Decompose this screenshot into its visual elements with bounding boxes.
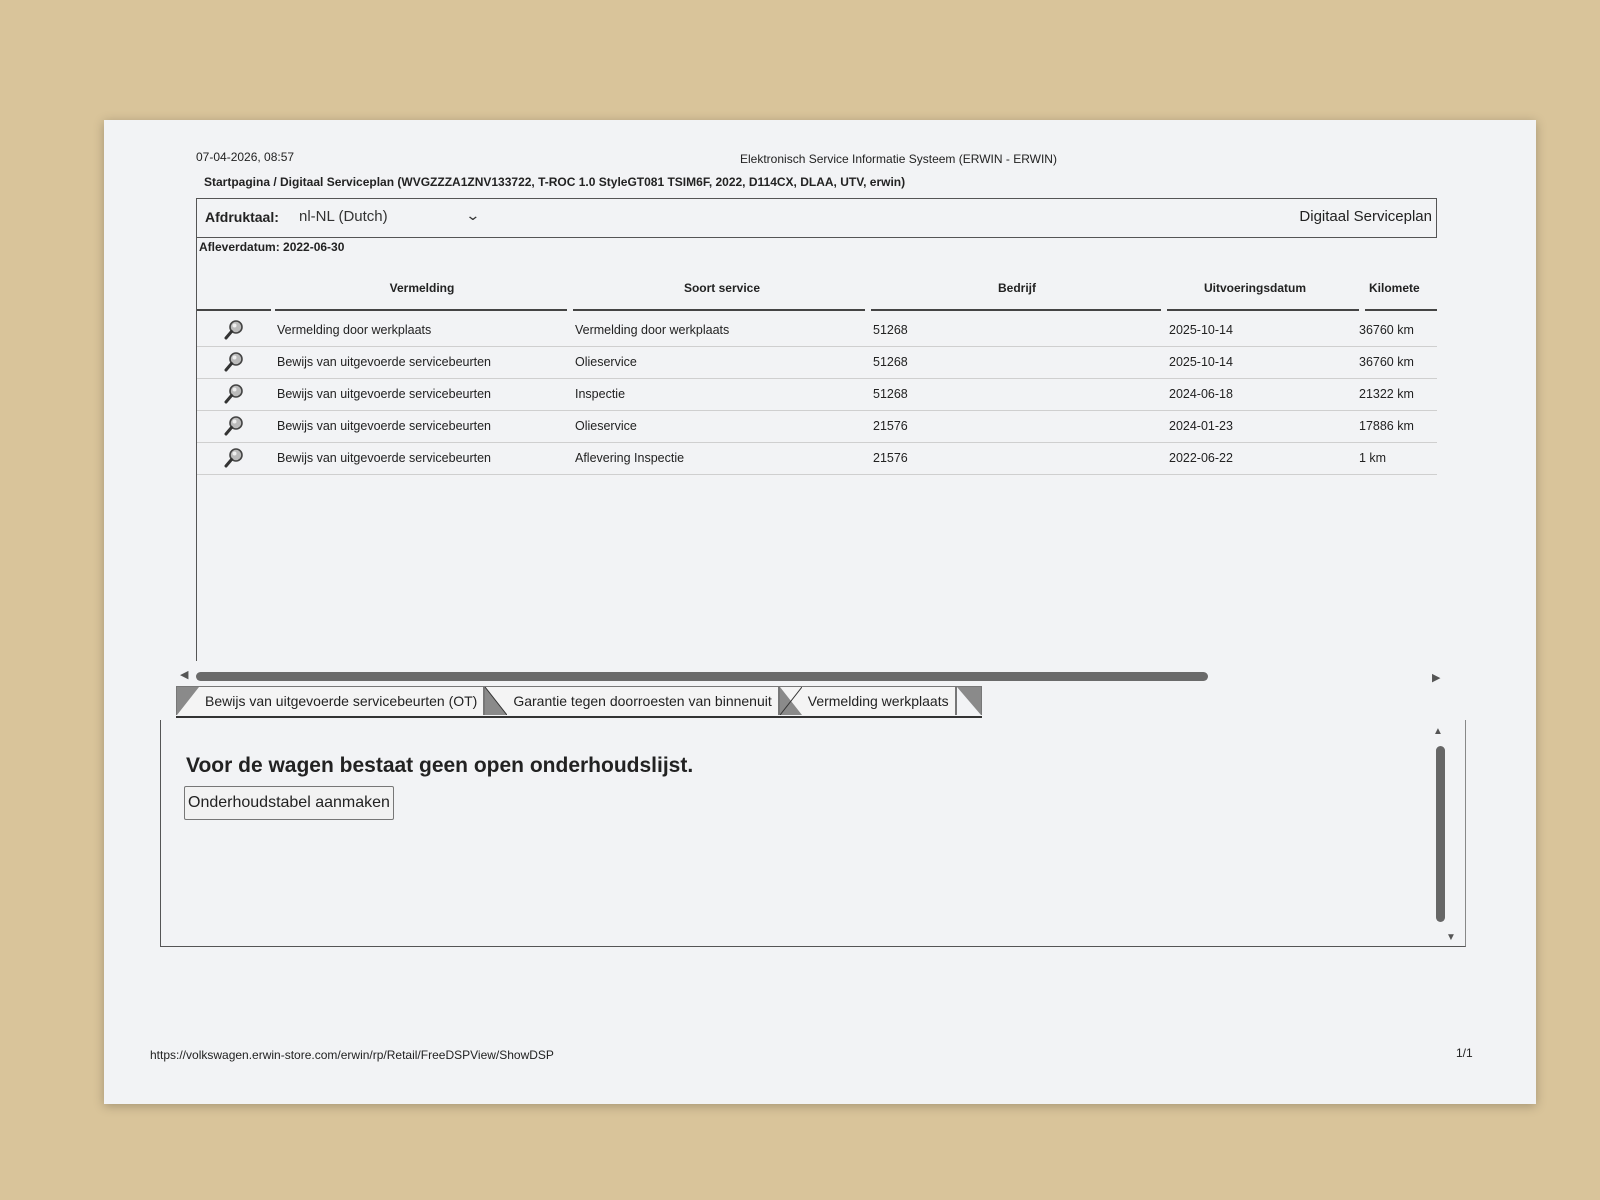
magnifier-icon[interactable] [223, 415, 245, 437]
tab-label: Vermelding werkplaats [807, 693, 949, 709]
cell-vermelding: Bewijs van uitgevoerde servicebeurten [277, 387, 492, 401]
cell-uitvoeringsdatum: 2024-06-18 [1169, 387, 1233, 401]
column-header-kilometerstand[interactable]: Kilomete [1369, 281, 1420, 295]
language-select[interactable]: nl-NL (Dutch) [299, 208, 388, 225]
tab-vermelding-werkplaats[interactable] [779, 686, 956, 715]
breadcrumb[interactable]: Startpagina / Digitaal Serviceplan (WVGZZZA1ZNV133722, T-ROC 1.0 StyleGT081 TSIM6F, 2022, D114CX, DLAA, UTV, erwin) [204, 175, 906, 189]
magnifier-icon[interactable] [223, 319, 245, 341]
cell-vermelding: Vermelding door werkplaats [277, 323, 432, 337]
chevron-down-icon[interactable]: ⌄ [465, 207, 481, 223]
scroll-left-arrow-icon[interactable]: ◀ [180, 669, 189, 681]
language-label: Afdruktaal: [205, 209, 279, 225]
printed-page [104, 120, 1536, 1104]
service-table-body [197, 315, 1437, 475]
tab-bar [176, 686, 982, 718]
cell-soort-service: Vermelding door werkplaats [575, 323, 730, 337]
cell-uitvoeringsdatum: 2024-01-23 [1169, 419, 1233, 433]
table-row[interactable] [197, 443, 1437, 475]
print-timestamp: 07-04-2026, 08:57 [196, 150, 295, 164]
cell-vermelding: Bewijs van uitgevoerde servicebeurten [277, 355, 492, 369]
tab-label: Bewijs van uitgevoerde servicebeurten (OT) [205, 693, 478, 709]
tab-label: Garantie tegen doorroesten van binnenuit [513, 693, 772, 709]
tab-bar-end [956, 686, 982, 715]
column-header-soort-service[interactable]: Soort service [683, 281, 761, 295]
tab-garantie-doorroesten[interactable] [484, 686, 778, 715]
tab-bewijs-servicebeurten[interactable] [176, 686, 484, 715]
header-underline [871, 309, 1161, 311]
page-title: Digitaal Serviceplan [1299, 208, 1432, 225]
table-header [197, 267, 1437, 311]
header-underline [197, 309, 271, 311]
print-url: https://volkswagen.erwin-store.com/erwin/rp/Retail/FreeDSPView/ShowDSP [150, 1048, 554, 1062]
cell-bedrijf: 21576 [873, 419, 908, 433]
service-plan-frame [196, 198, 1437, 661]
table-row[interactable] [197, 379, 1437, 411]
cell-uitvoeringsdatum: 2025-10-14 [1169, 323, 1233, 337]
header-underline [573, 309, 865, 311]
table-row[interactable] [197, 411, 1437, 443]
column-header-uitvoeringsdatum[interactable]: Uitvoeringsdatum [1203, 281, 1306, 295]
cell-soort-service: Olieservice [575, 355, 637, 369]
cell-bedrijf: 51268 [873, 387, 908, 401]
toolbar [197, 199, 1437, 238]
column-header-bedrijf[interactable]: Bedrijf [997, 281, 1036, 295]
magnifier-icon[interactable] [223, 351, 245, 373]
scroll-right-arrow-icon[interactable]: ▶ [1432, 672, 1441, 684]
cell-uitvoeringsdatum: 2022-06-22 [1169, 451, 1233, 465]
maintenance-notice: Voor de wagen bestaat geen open onderhoudslijst. [186, 754, 694, 777]
tab-corner-icon [957, 687, 981, 715]
cell-uitvoeringsdatum: 2025-10-14 [1169, 355, 1233, 369]
scroll-down-arrow-icon[interactable]: ▼ [1446, 932, 1456, 943]
header-underline [275, 309, 567, 311]
scroll-up-arrow-icon[interactable]: ▲ [1433, 726, 1443, 737]
cell-kilometerstand: 36760 km [1359, 323, 1414, 337]
tab-corner-icon [485, 687, 507, 715]
cell-soort-service: Olieservice [575, 419, 637, 433]
cell-kilometerstand: 1 km [1359, 451, 1387, 465]
table-row[interactable] [197, 315, 1437, 347]
cell-vermelding: Bewijs van uitgevoerde servicebeurten [277, 451, 492, 465]
create-maintenance-table-button[interactable]: Onderhoudstabel aanmaken [184, 786, 394, 820]
tab-corner-icon [780, 687, 802, 715]
cell-vermelding: Bewijs van uitgevoerde servicebeurten [277, 419, 492, 433]
table-row[interactable] [197, 347, 1437, 379]
system-title: Elektronisch Service Informatie Systeem (ERWIN - ERWIN) [740, 152, 1057, 166]
cell-bedrijf: 51268 [873, 355, 908, 369]
header-underline [1167, 309, 1359, 311]
tab-corner-icon [177, 687, 199, 715]
magnifier-icon[interactable] [223, 383, 245, 405]
cell-bedrijf: 51268 [873, 323, 908, 337]
page-number: 1/1 [1456, 1046, 1473, 1060]
cell-soort-service: Aflevering Inspectie [575, 451, 685, 465]
cell-kilometerstand: 17886 km [1359, 419, 1414, 433]
cell-kilometerstand: 36760 km [1359, 355, 1414, 369]
cell-bedrijf: 21576 [873, 451, 908, 465]
column-header-vermelding[interactable]: Vermelding [389, 281, 455, 295]
vertical-scrollbar[interactable] [1436, 746, 1445, 922]
delivery-date: Afleverdatum: 2022-06-30 [199, 240, 345, 254]
cell-kilometerstand: 21322 km [1359, 387, 1414, 401]
horizontal-scrollbar[interactable] [196, 672, 1208, 681]
cell-soort-service: Inspectie [575, 387, 626, 401]
magnifier-icon[interactable] [223, 447, 245, 469]
header-underline [1365, 309, 1437, 311]
